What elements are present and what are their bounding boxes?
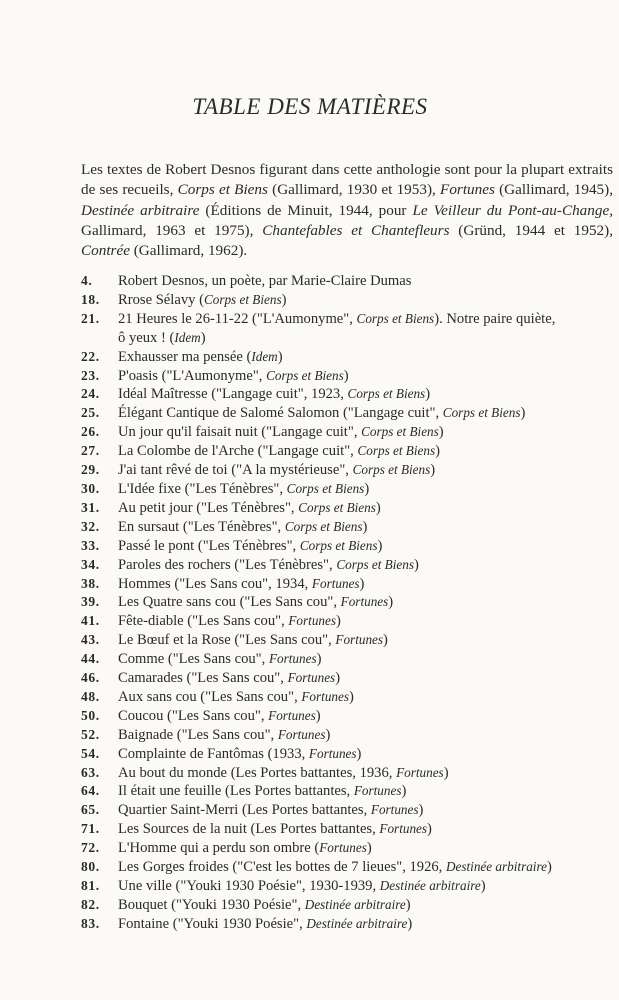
toc-entry-text: ) xyxy=(364,480,370,497)
toc-entry-text: ) xyxy=(435,443,440,460)
toc-entry-text: ) xyxy=(430,462,436,479)
toc-entry xyxy=(81,858,619,877)
toc-entry-text: ô yeux ! ( xyxy=(118,329,175,346)
toc-entry-text: Il était une feuille (Les Portes battantes, xyxy=(118,783,354,800)
toc-page-number: 25. xyxy=(81,405,100,421)
toc-entry-text: Au bout du monde (Les Portes battantes, 1936, xyxy=(118,764,397,781)
toc-source-title: Fortunes xyxy=(340,594,389,610)
toc-entry xyxy=(81,764,619,783)
toc-page-number: 71. xyxy=(81,821,100,837)
intro-paragraph xyxy=(81,160,613,261)
toc-source-title: Fortunes xyxy=(288,613,336,629)
toc-entry-text: P'oasis ("L'Aumonyme", xyxy=(118,367,267,384)
toc-entry xyxy=(81,612,619,631)
toc-entry-text: ) xyxy=(401,783,407,800)
toc-entry xyxy=(81,461,619,480)
toc-page-number: 30. xyxy=(81,480,100,496)
toc-entry-text: Passé le pont ("Les Ténèbres", xyxy=(118,537,300,554)
toc-page-number: 46. xyxy=(81,670,100,686)
toc-page-number: 43. xyxy=(81,632,100,648)
toc-page-number: 72. xyxy=(81,840,100,856)
toc-entry xyxy=(81,310,619,329)
toc-entry xyxy=(81,915,619,934)
toc-entry xyxy=(81,272,619,291)
toc-entry xyxy=(81,896,619,915)
toc-entry-text: Complainte de Fantômas (1933, xyxy=(118,745,309,762)
toc-entry-text: ) xyxy=(418,802,424,819)
toc-entry-text: Comme ("Les Sans cou", xyxy=(118,651,269,668)
toc-entry-text: Le Bœuf et la Rose ("Les Sans cou", xyxy=(118,632,336,649)
intro-book-title: Corps et Biens xyxy=(177,181,268,199)
toc-entry xyxy=(81,499,619,518)
toc-entry xyxy=(81,575,619,594)
toc-entry-text: 21 Heures le 26-11-22 ("L'Aumonyme", xyxy=(118,310,357,327)
toc-entry-text: ) xyxy=(315,707,321,724)
toc-entry-text: L'Homme qui a perdu son ombre ( xyxy=(118,840,320,857)
toc-entry xyxy=(81,726,619,745)
toc-entry-text: ) xyxy=(366,840,372,857)
toc-entry xyxy=(81,745,619,764)
toc-entry-text: ) xyxy=(546,859,552,876)
toc-page-number: 18. xyxy=(81,291,100,307)
intro-book-title: Fortunes xyxy=(440,181,495,199)
toc-source-title: Corps et Biens xyxy=(298,499,376,515)
toc-entry-text: ) xyxy=(377,537,383,554)
toc-entry-text: ) xyxy=(281,291,287,308)
toc-entry xyxy=(81,593,619,612)
toc-entry-text: Paroles des rochers ("Les Ténèbres", xyxy=(118,556,337,573)
toc-entry xyxy=(81,537,619,556)
toc-entry xyxy=(81,348,619,367)
toc-entry xyxy=(81,367,619,386)
toc-entry xyxy=(81,329,619,348)
toc-source-title: Destinée arbitraire xyxy=(379,878,481,893)
intro-text: (Gallimard, 1962). xyxy=(129,242,248,259)
toc-source-title: Corps et Biens xyxy=(299,537,378,553)
toc-entry-text: Rrose Sélavy ( xyxy=(118,291,204,308)
toc-entry-text: Au petit jour ("Les Ténèbres", xyxy=(118,499,299,516)
toc-source-title: Corps et Biens xyxy=(284,518,363,534)
toc-entry xyxy=(81,423,619,442)
toc-source-title: Fortunes xyxy=(268,707,316,723)
toc-source-title: Corps et Biens xyxy=(336,556,414,572)
toc-entry-text: Quartier Saint-Merri (Les Portes battantes, xyxy=(118,802,371,819)
toc-entry-text: En sursaut ("Les Ténèbres", xyxy=(118,518,285,535)
toc-entry-text: ) xyxy=(405,896,411,913)
toc-entry-text: ) xyxy=(407,915,413,932)
toc-entry-text: ) xyxy=(438,424,444,441)
toc-source-title: Fortunes xyxy=(370,802,419,818)
toc-source-title: Fortunes xyxy=(353,783,402,799)
toc-entry xyxy=(81,801,619,820)
toc-entry-text: ) xyxy=(335,670,341,687)
toc-source-title: Destinée arbitraire xyxy=(445,859,547,875)
toc-entry-text: ) xyxy=(336,613,341,630)
toc-entry-text: ) xyxy=(443,764,449,781)
toc-page-number: 24. xyxy=(81,386,100,402)
toc-entry xyxy=(81,631,619,650)
toc-source-title: Fortunes xyxy=(311,575,360,591)
toc-page-number: 63. xyxy=(81,764,100,780)
toc-entry-text: Exhausser ma pensée ( xyxy=(118,348,252,365)
toc-entry-text: ) xyxy=(480,878,486,894)
toc-entry xyxy=(81,385,619,404)
toc-entry-text: ) xyxy=(316,651,322,668)
intro-book-title: Contrée xyxy=(81,242,130,259)
toc-page-number: 21. xyxy=(81,310,100,326)
intro-text: Les textes de Robert Desnos figurant dans cette anthologie sont pour la plupart extraits de ses recueils, xyxy=(81,161,613,199)
toc-entry-text: Robert Desnos, un poète, par Marie-Claire Dumas xyxy=(118,273,412,289)
toc-page-number: 39. xyxy=(81,594,100,610)
toc-source-title: Corps et Biens xyxy=(356,310,435,326)
toc-entry-text: Camarades ("Les Sans cou", xyxy=(118,670,288,687)
toc-page-number: 81. xyxy=(81,878,100,893)
toc-source-title: Fortunes xyxy=(301,688,349,704)
toc-entry-text: ). Notre paire quiète, xyxy=(434,310,556,327)
toc-source-title: Corps et Biens xyxy=(266,367,344,383)
toc-page-number: 26. xyxy=(81,424,100,440)
intro-text: (Gründ, 1944 et 1952), xyxy=(449,221,614,239)
toc-entry-text: Aux sans cou ("Les Sans cou", xyxy=(118,688,302,705)
toc-source-title: Fortunes xyxy=(287,670,336,686)
toc-page-number: 80. xyxy=(81,859,100,875)
toc-entry xyxy=(81,707,619,726)
toc-source-title: Destinée arbitraire xyxy=(304,896,406,912)
toc-page-number: 82. xyxy=(81,896,100,912)
toc-page-number: 27. xyxy=(81,443,100,459)
toc-page-number: 54. xyxy=(81,745,100,761)
toc-source-title: Fortunes xyxy=(335,632,384,648)
toc-entry-text: Fontaine ("Youki 1930 Poésie", xyxy=(118,915,307,932)
toc-entry-text: ) xyxy=(343,367,349,384)
toc-entry-text: ) xyxy=(349,688,354,705)
toc-entry-text: J'ai tant rêvé de toi ("A la mystérieuse", xyxy=(118,462,353,479)
toc-source-title: Corps et Biens xyxy=(357,443,436,459)
toc-source-title: Corps et Biens xyxy=(361,424,439,440)
intro-book-title: Chantefables et Chantefleurs xyxy=(262,221,450,239)
toc-entry xyxy=(81,404,619,423)
toc-entry-text: Les Gorges froides ("C'est les bottes de 7 lieues", 1926, xyxy=(118,859,446,876)
intro-text: (Éditions de Minuit, 1944, pour xyxy=(199,201,413,219)
toc-entry-text: Une ville ("Youki 1930 Poésie", 1930-1939, xyxy=(118,878,380,894)
toc-entry-text: L'Idée fixe ("Les Ténèbres", xyxy=(118,480,287,497)
toc-entry xyxy=(81,480,619,499)
toc-page-number: 50. xyxy=(81,707,100,723)
toc-entry-text: Baignade ("Les Sans cou", xyxy=(118,726,278,743)
toc-entry-text: Hommes ("Les Sans cou", 1934, xyxy=(118,575,312,592)
toc-entry-text: Bouquet ("Youki 1930 Poésie", xyxy=(118,896,305,913)
table-of-contents xyxy=(81,272,619,934)
toc-entry-text: ) xyxy=(359,575,365,592)
toc-entry-text: ) xyxy=(388,594,394,611)
toc-entry xyxy=(81,839,619,858)
toc-entry xyxy=(81,650,619,669)
intro-text: , Gallimard, 1963 et 1975), xyxy=(81,201,613,239)
toc-entry xyxy=(81,669,619,688)
toc-entry-text: ) xyxy=(383,632,388,649)
toc-entry-text: ) xyxy=(520,405,526,422)
toc-page-number: 65. xyxy=(81,802,100,818)
toc-page-number: 44. xyxy=(81,651,100,667)
toc-source-title: Fortunes xyxy=(396,764,444,780)
toc-source-title: Fortunes xyxy=(319,840,367,856)
toc-entry xyxy=(81,688,619,707)
toc-entry-text: ) xyxy=(362,518,368,535)
toc-entry-text: La Colombe de l'Arche ("Langage cuit", xyxy=(118,443,358,460)
toc-entry xyxy=(81,820,619,839)
toc-entry xyxy=(81,442,619,461)
toc-entry xyxy=(81,518,619,537)
toc-entry-text: Élégant Cantique de Salomé Salomon ("Langage cuit", xyxy=(118,405,443,422)
toc-source-title: Fortunes xyxy=(277,726,326,742)
toc-entry xyxy=(81,556,619,575)
page-title: TABLE DES MATIÈRES xyxy=(192,94,428,119)
toc-page-number: 64. xyxy=(81,783,100,799)
toc-page-number: 34. xyxy=(81,556,100,572)
toc-entry-text: ) xyxy=(414,556,419,573)
intro-text: (Gallimard, 1945), xyxy=(494,181,614,199)
toc-page-number: 83. xyxy=(81,915,100,931)
toc-page-number: 48. xyxy=(81,688,100,704)
toc-page-number: 23. xyxy=(81,367,100,383)
toc-source-title: Corps et Biens xyxy=(352,462,431,478)
toc-entry-text: Les Quatre sans cou ("Les Sans cou", xyxy=(118,594,341,611)
intro-text: (Gallimard, 1930 et 1953), xyxy=(267,181,441,199)
toc-source-title: Idem xyxy=(251,348,278,364)
toc-entry-text: ) xyxy=(375,499,381,516)
toc-entry xyxy=(81,291,619,310)
toc-entry-text: Idéal Maîtresse ("Langage cuit", 1923, xyxy=(118,386,348,403)
toc-entry-text: Les Sources de la nuit (Les Portes battantes, xyxy=(118,821,380,838)
intro-book-title: Le Veilleur du Pont-au-Change xyxy=(412,201,610,219)
toc-entry-text: ) xyxy=(425,386,431,403)
toc-source-title: Fortunes xyxy=(308,745,357,761)
toc-source-title: Fortunes xyxy=(379,821,428,837)
toc-source-title: Fortunes xyxy=(268,651,317,667)
toc-entry-text: ) xyxy=(200,329,206,346)
toc-page-number: 33. xyxy=(81,537,100,553)
toc-page-number: 4. xyxy=(81,273,93,288)
intro-book-title: Destinée arbitraire xyxy=(81,201,200,219)
toc-page-number: 29. xyxy=(81,462,100,478)
toc-entry-text: ) xyxy=(325,726,331,743)
toc-source-title: Destinée arbitraire xyxy=(306,915,408,931)
toc-source-title: Idem xyxy=(174,329,201,345)
toc-source-title: Corps et Biens xyxy=(203,291,282,307)
toc-entry-text: Un jour qu'il faisait nuit ("Langage cuit", xyxy=(118,424,362,441)
toc-page-number: 32. xyxy=(81,518,100,534)
toc-entry-text: ) xyxy=(277,348,283,365)
toc-page-number: 52. xyxy=(81,726,100,742)
toc-page-number: 41. xyxy=(81,613,100,629)
toc-page-number: 22. xyxy=(81,348,100,364)
toc-source-title: Corps et Biens xyxy=(347,386,426,402)
toc-entry-text: Coucou ("Les Sans cou", xyxy=(118,707,269,724)
toc-entry-text: ) xyxy=(356,745,362,762)
toc-source-title: Corps et Biens xyxy=(442,405,521,421)
toc-entry-text: ) xyxy=(427,821,432,838)
toc-entry xyxy=(81,877,619,896)
toc-entry-text: Fête-diable ("Les Sans cou", xyxy=(118,613,289,630)
toc-page-number: 31. xyxy=(81,499,100,515)
toc-entry xyxy=(81,782,619,801)
toc-source-title: Corps et Biens xyxy=(286,480,365,496)
toc-page-number: 38. xyxy=(81,575,100,591)
